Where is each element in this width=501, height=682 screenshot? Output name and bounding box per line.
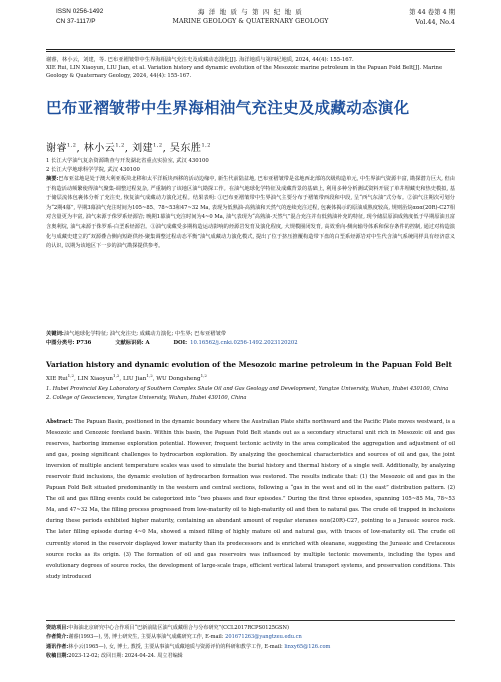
affiliation-cn-1: 1 长江大学油气复杂资源勘查与开发湖北省重点实验室, 武汉 430100	[46, 158, 209, 164]
journal-name-en: MARINE GEOLOGY & QUATERNARY GEOLOGY	[172, 18, 329, 25]
authors-en: XIE Rui$^{1,2}$, LIN Xiaoyun$^{1,2}$, LIU Jian$^{1,2}$, WU Dongsheng$^{1,2}$	[46, 373, 207, 382]
footnote-funding-text: 中海油北京研究中心合作项目“巴新前陆区油气成藏组合与分布研究”(CCL2017RCPS0125GSN)	[68, 625, 289, 631]
issn: ISSN 0256-1492	[56, 8, 104, 15]
footnote-corresponding	[46, 643, 455, 652]
abstract-en	[46, 417, 455, 583]
citation-cn: 谢睿，林小云，刘建，等. 巴布亚褶皱带中生界海相油气充注史及成藏动态演化[J]. 海洋地质与第四纪地质, 2024, 44(4): 155-167.	[46, 57, 354, 63]
keywords-cn	[46, 330, 455, 339]
citation-block	[46, 56, 455, 80]
keywords-cn-text: 油气地球化学特征; 油气充注史; 成藏动力演化; 中生界; 巴布亚褶皱带	[63, 331, 227, 337]
authors-cn: 谢睿$^{1,2}$, 林小云$^{1,2}$, 刘建$^{1,2}$, 吴东胜$^{1,2}$	[46, 142, 211, 154]
doi-link[interactable]: 10.16562/j.cnki.0256-1492.2023120202	[190, 340, 298, 346]
keywords-cn-label: 关键词:	[46, 331, 64, 337]
doi-label: DOI:	[173, 340, 188, 346]
footnotes	[46, 624, 455, 662]
footnote-author	[46, 633, 455, 642]
footnote-dates-label: 收稿日期:	[46, 653, 69, 660]
affiliations-cn	[46, 157, 209, 174]
footnote-author-text: 谢睿(1993—), 男, 博士研究生, 主要从事油气成藏研究工作, E-mail:	[68, 634, 226, 641]
header-right	[409, 7, 455, 27]
author-email-link[interactable]: 201671263@yangtzeu.edu.cn	[225, 634, 302, 641]
journal-name-cn: 海 洋 地 质 与 第 四 纪 地 质	[198, 8, 303, 16]
footnote-funding	[46, 624, 455, 633]
footnote-dates-text: 2023-12-02; 改回日期: 2024-04-24. 周立君编辑	[68, 653, 183, 660]
corresponding-email-link[interactable]: linxy65@126.com	[284, 643, 331, 650]
cn-number: CN 37-1117/P	[56, 18, 96, 25]
header-center	[46, 7, 455, 27]
affiliation-en-1: 1. Hubei Provincial Key Laboratory of Southern Complex Shale Oil and Gas Geology and Development, Yangtze University, Wuhan, Hubei 430100, China	[46, 386, 449, 392]
abstract-en-text: The Papuan Basin, positioned in the dynamic boundary where the Australian Plate shifts northward and the Pacific Plate moves westward, is a Mesozoic and Cenozoic foreland basin. Within this basin, the Papuan Fold Belt stands out as a secondary structural unit rich in Mesozoic oil and gas reserves, harboring immense exploration potential. However, frequent tectonic activity in the area complicated the aggregation and adjustment of oil and gas, posing significant challenges to hydrocarbon exploration. By analyzing the geochemical characteristics and sources of oil and gas, the joint inversion of multiple ancient temperature scales was used to simulate the burial history and thermal history of a single well. Additionally, by analyzing reservoir fluid inclusions, the dynamic evolution of hydrocarbon formation was restored. The results indicate that: (1) the Mesozoic oil and gas in the Papuan Fold Belt situated predominantly in the western and central sections, following a “gas in the west and oil in the east” distribution pattern. (2) The oil and gas filling events could be categorized into “two phases and four episodes.” During the first three episodes, spanning 105~85 Ma, 78~53 Ma, and 47~32 Ma, the filling process progressed from low-maturity oil to high-maturity oil and then to natural gas. The crude oil trapped in inclusions during these periods exhibited higher maturity, containing an abundant amount of regular steranes ααα(20R)-C27, pointing to a Jurassic source rock. The later filling episode during 4~0 Ma, showed a mixed filling of highly mature oil and natural gas, with traces of low-maturity oil. The crude oil currently stored in the reservoir displayed lower maturity than its predecessors and is enriched with oleanane, suggesting the Jurassic and Cretaceous source rocks as its origin. (3) The formation of oil and gas reservoirs was influenced by multiple tectonic movements, including the types and evolutionary degrees of source rocks, the development of large-scale traps, efficient vertical lateral transport systems, and preservation conditions. This study introduced	[46, 419, 455, 580]
abstract-en-label: Abstract:	[46, 419, 73, 425]
classification-cn	[46, 339, 455, 348]
affiliations-en	[46, 385, 448, 404]
issue-en: Vol.44, No.4	[415, 18, 455, 26]
header-rule	[46, 49, 455, 50]
abstract-cn-label: 摘要:	[46, 176, 59, 182]
clc-number: 中图分类号: P736	[46, 340, 92, 346]
footnote-corresponding-label: 通讯作者:	[46, 643, 69, 650]
citation-en: XIE Rui, LIN Xiaoyun, LIU Jian, et al. Variation history and dynamic evolution of the Mesozoic marine petroleum in the Papuan Fold Belt[J]. Marine Geology & Quaternary Geology, 2024, 44(4): 155-167.	[46, 65, 443, 80]
document-code: 文献标识码: A	[115, 340, 150, 346]
footnote-dates	[46, 652, 455, 661]
issue-cn: 第 44 卷第 4 期	[409, 8, 455, 16]
affiliation-en-2: 2. College of Geosciences, Yangtze University, Wuhan, Hubei 430100, China	[46, 395, 247, 402]
footnote-funding-label: 资助项目:	[46, 625, 69, 631]
footnote-corresponding-text: 林小云(1965—), 女, 博士, 教授, 主要从事油气成藏地质与资源评价的科研和教学工作, E-mail:	[68, 643, 285, 650]
header-rule-thin	[46, 51, 455, 52]
abstract-cn-text: 巴布亚盆地是处于澳大利亚板块北移和太平洋板块西移的活动边缘中, 新生代前陆盆地, 巴布亚褶皱带是盆地西北部的次级构造单元, 中生界油气资源丰富, 勘探潜力巨大, 但由于构造活动频繁使得油气聚集-调整过程复杂, 严重制约了该地区油气勘探工作。在油气地球化学特征及成藏背景的基础上, 利用多种分析测试资料开展了单井埋藏史和热史模拟, 基于储层流体包裹体分析了充注史, 恢复油气成藏动力演化过程。结果表明: ①巴布亚褶皱带中生界油气主要分布于褶皱带西段和中段, 呈“西气东油”式分布。②油气注期次可划分为“2期4幕”, 早期3幕油气充注时间为105~85、78~53和47~32 Ma, 表现为低熟油-高熟油和天然气的连续充注过程, 包裹体揭示的原油成熟度较高, 规则甾烷ααα(20R)-C27相对含量更为丰富, 油气来源于侏罗系烃源岩; 晚期1幕油气充注时间为4~0 Ma, 油气表现为“高熟油-天然气”混合充注并有低熟油补充的特征, 现今储层原油成熟度低于早期原油且富含奥利烷, 油气来源于侏罗系-白垩系烃源岩。③油气成藏受多期构造运动影响的烃源岩发育及演化程度, 大规模圈闭发育, 高效垂向-侧向输导体系和保存条件的控制, 通过对构造演化与成藏史建立的“双源叠合侧向短距供烃-聚集调整过程动态平衡”油气成藏动力演化模式, 提出了位于挤压推覆构造带下盘的白垩系烃源岩对中生代含油气系统同样具有经济意义的认识, 以期为该地区下一步的油气勘探提供参考。	[46, 176, 455, 250]
journal-header	[46, 7, 455, 35]
footnote-author-label: 作者简介:	[46, 634, 69, 641]
title-en: Variation history and dynamic evolution of the Mesozoic marine petroleum in the Papuan Fold Belt	[46, 360, 452, 369]
abstract-cn	[46, 175, 455, 252]
affiliation-cn-2: 2 长江大学地球科学学院, 武汉 430100	[46, 166, 140, 173]
title-cn: 巴布亚褶皱带中生界海相油气充注史及成藏动态演化	[46, 98, 410, 117]
footnote-rule	[46, 620, 455, 621]
